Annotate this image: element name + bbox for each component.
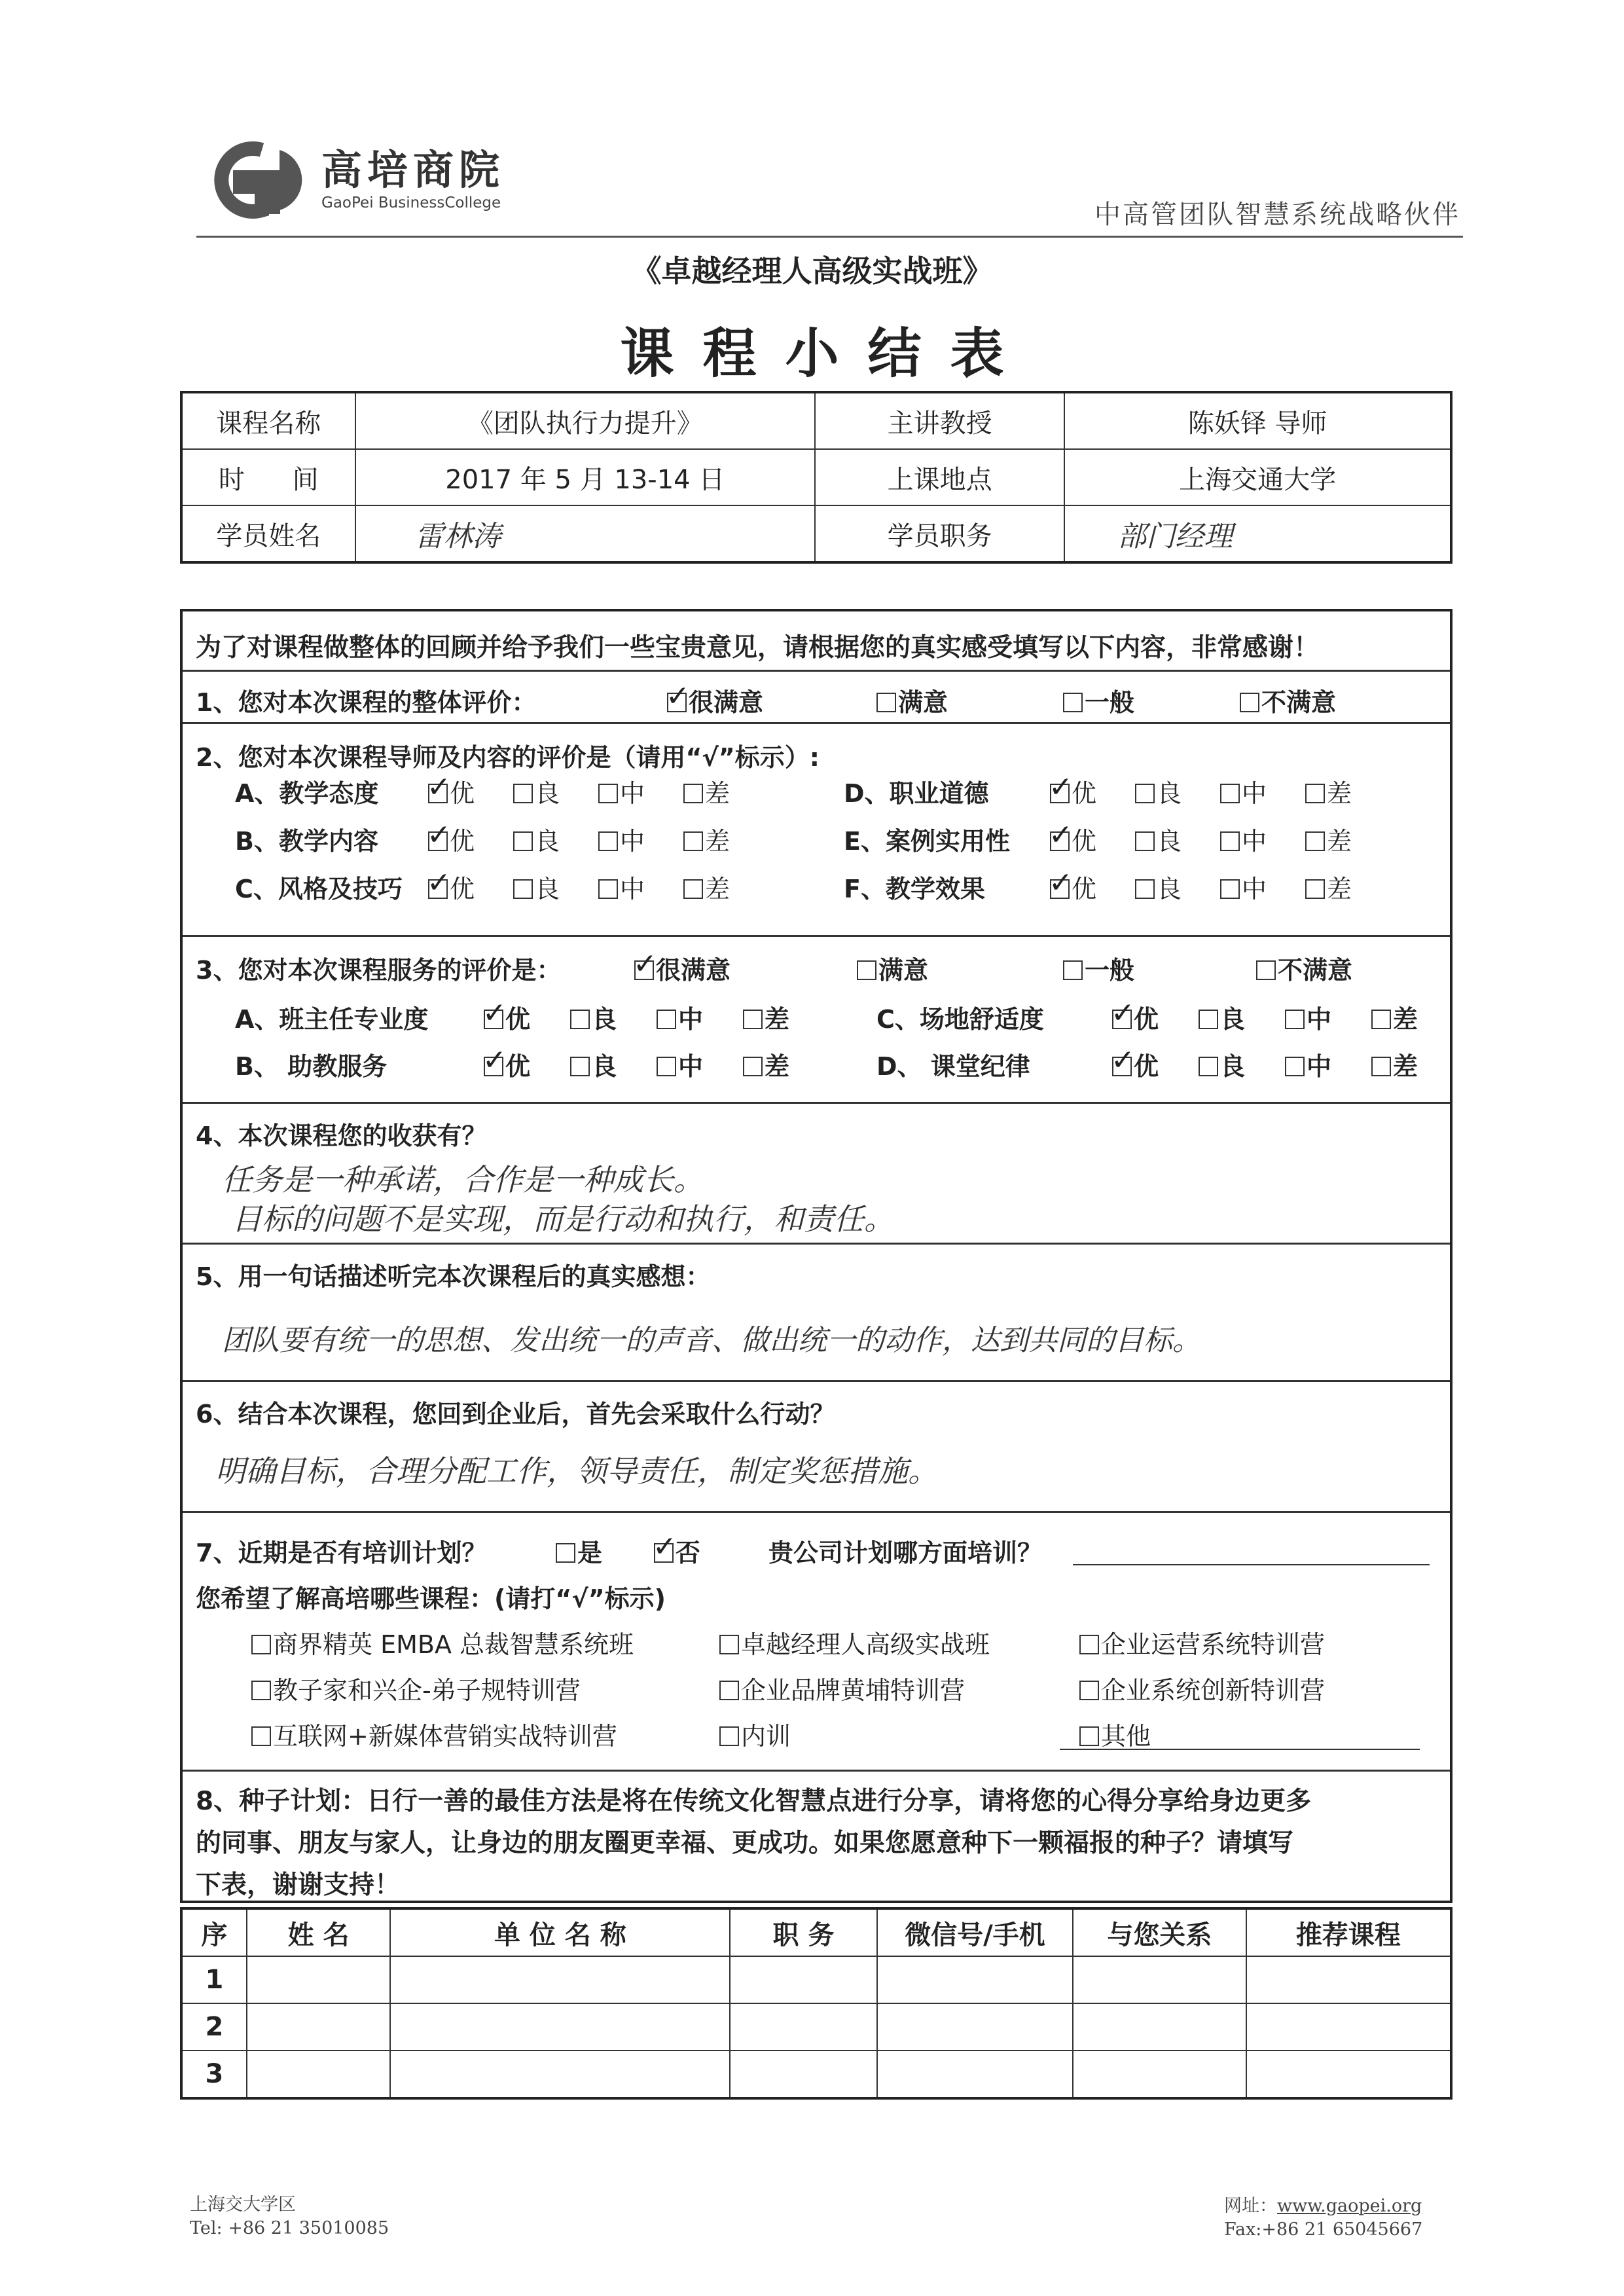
- grade-label: 优: [450, 779, 475, 808]
- q2-grade-option[interactable]: [1050, 821, 1096, 857]
- checkbox-icon: [513, 879, 533, 899]
- table-cell[interactable]: [247, 2050, 391, 2098]
- q3-item-label: B、 助教服务: [235, 1052, 388, 1081]
- course-name-label: 课程名称: [181, 392, 355, 449]
- checkbox-icon: [251, 1681, 271, 1700]
- phone: Tel: +86 21 35010085: [190, 2218, 389, 2239]
- q7-question: 7、近期是否有培训计划？: [196, 1539, 487, 1567]
- course-label: 内训: [741, 1722, 791, 1751]
- checkbox-icon: [876, 693, 896, 712]
- course-name-value: 《团队执行力提升》: [355, 392, 816, 449]
- q3-grade-option[interactable]: [570, 999, 617, 1035]
- course-label: 商界精英 EMBA 总裁智慧系统班: [273, 1630, 634, 1659]
- grade-label: 良: [592, 1052, 617, 1081]
- q2-grade-option[interactable]: [683, 773, 730, 809]
- grade-label: 优: [1072, 875, 1097, 903]
- q5-question: 5、用一句话描述听完本次课程后的真实感想：: [196, 1262, 711, 1291]
- q2-grade-option[interactable]: [1220, 773, 1267, 809]
- slogan: 中高管团队智慧系统战略伙伴: [1094, 200, 1460, 230]
- location-label: 上课地点: [815, 449, 1064, 505]
- q2-grade-option[interactable]: [428, 869, 475, 905]
- course-option[interactable]: [719, 1624, 990, 1660]
- checkbox-icon: [1079, 1681, 1099, 1700]
- q4-answer-line-1: 任务是一种承诺，合作是一种成长。: [222, 1162, 704, 1197]
- q4-answer-line-2: 目标的问题不是实现，而是行动和执行，和责任。: [232, 1201, 894, 1237]
- course-option[interactable]: [251, 1624, 634, 1660]
- q2-grade-option[interactable]: [683, 821, 730, 857]
- grade-label: 差: [705, 827, 731, 856]
- grade-label: 中: [620, 779, 645, 808]
- checkbox-checked-icon: [1050, 784, 1070, 803]
- q3-option-label: 满意: [878, 956, 929, 985]
- header-divider: [196, 236, 1463, 238]
- q8-line-2: 的同事、朋友与家人，让身边的朋友圈更幸福、更成功。如果您愿意种下一颗福报的种子？请填写: [196, 1829, 1294, 1858]
- logo: [200, 141, 505, 219]
- table-row: [181, 1956, 1451, 2003]
- course-title: 《卓越经理人高级实战班》: [631, 253, 993, 289]
- grade-label: 良: [1220, 1052, 1246, 1081]
- q2-item-label: A、教学态度: [235, 779, 379, 808]
- checkbox-icon: [1371, 1010, 1391, 1029]
- grade-label: 中: [1242, 779, 1267, 808]
- checkbox-checked-icon: [484, 1010, 503, 1029]
- q3-grade-option[interactable]: [1371, 999, 1418, 1035]
- q3-grade-option[interactable]: [743, 999, 789, 1035]
- q6-section: [183, 1382, 1450, 1513]
- grade-label: 良: [592, 1005, 617, 1034]
- q3-grade-option[interactable]: [1285, 1046, 1331, 1082]
- q3-grade-option[interactable]: [1371, 1046, 1418, 1082]
- checkbox-icon: [1240, 693, 1259, 712]
- grade-label: 中: [1307, 1052, 1332, 1081]
- checkbox-icon: [1199, 1057, 1218, 1076]
- checkbox-icon: [1305, 784, 1325, 803]
- checkbox-checked-icon: [634, 960, 654, 980]
- table-cell[interactable]: [1073, 1956, 1246, 2003]
- q3-item-label: C、场地舒适度: [876, 1005, 1044, 1034]
- checkbox-icon: [719, 1635, 739, 1654]
- grade-label: 差: [1327, 827, 1352, 856]
- footer-left: [190, 2193, 389, 2241]
- q2-section: [183, 724, 1450, 937]
- q2-grade-option[interactable]: [1220, 821, 1267, 857]
- q4-question: 4、本次课程您的收获有？: [196, 1121, 487, 1150]
- q3-grade-option[interactable]: [1199, 1046, 1245, 1082]
- col-header-company: 单 位 名 称: [390, 1908, 730, 1956]
- q3-option-dissatisfied[interactable]: [1256, 950, 1352, 986]
- row-number: 2: [181, 2003, 247, 2050]
- q2-item-label: E、案例实用性: [844, 827, 1010, 856]
- q3-grade-option[interactable]: [1112, 1046, 1159, 1082]
- q7-which-training-field[interactable]: [1073, 1564, 1430, 1565]
- grade-label: 优: [505, 1052, 531, 1081]
- table-row: [181, 2050, 1451, 2098]
- checkbox-icon: [1135, 831, 1155, 851]
- student-label: 学员姓名: [181, 505, 355, 562]
- checkbox-icon: [1063, 960, 1083, 980]
- teacher-label: 主讲教授: [815, 392, 1064, 449]
- q3-option-label: 很满意: [656, 956, 731, 985]
- col-header-relation: 与您关系: [1073, 1908, 1246, 1956]
- checkbox-icon: [857, 960, 876, 980]
- q1-option-very-satisfied[interactable]: [667, 682, 763, 718]
- q3-grade-option[interactable]: [484, 999, 530, 1035]
- table-cell[interactable]: [730, 2003, 877, 2050]
- checkbox-icon: [743, 1057, 763, 1076]
- checkbox-icon: [1063, 693, 1083, 712]
- col-header-seq: 序: [181, 1908, 247, 1956]
- checkbox-icon: [513, 784, 533, 803]
- q2-grade-option[interactable]: [1135, 773, 1182, 809]
- checkbox-icon: [719, 1681, 739, 1700]
- q6-question: 6、结合本次课程，您回到企业后，首先会采取什么行动？: [196, 1400, 835, 1429]
- course-label: 企业运营系统特训营: [1101, 1630, 1326, 1659]
- checkbox-icon: [1285, 1057, 1305, 1076]
- course-option[interactable]: [719, 1716, 791, 1752]
- grade-label: 中: [1307, 1005, 1332, 1034]
- info-row: [181, 505, 1451, 562]
- grade-label: 差: [705, 779, 731, 808]
- position-handwritten: 部门经理: [1117, 520, 1233, 553]
- checkbox-icon: [513, 831, 533, 851]
- q7-no-label: 否: [676, 1539, 701, 1567]
- checkbox-icon: [1220, 784, 1240, 803]
- grade-label: 良: [1157, 827, 1182, 856]
- grade-label: 良: [1220, 1005, 1246, 1034]
- q7-yes-label: 是: [577, 1539, 603, 1567]
- brand-name-cn: 高培商院: [321, 146, 505, 194]
- q1-option-dissatisfied[interactable]: [1240, 682, 1336, 718]
- info-row: [181, 392, 1451, 449]
- q3-grade-option[interactable]: [743, 1046, 789, 1082]
- q2-grade-option[interactable]: [1305, 773, 1352, 809]
- grade-label: 差: [765, 1005, 790, 1034]
- checkbox-icon: [683, 831, 703, 851]
- q8-section: [183, 1772, 1450, 1906]
- course-option[interactable]: [1079, 1716, 1151, 1752]
- checkbox-icon: [1135, 784, 1155, 803]
- checkbox-icon: [657, 1057, 676, 1076]
- survey-box: [180, 609, 1453, 1903]
- checkbox-icon: [1305, 831, 1325, 851]
- checkbox-icon: [1079, 1635, 1099, 1654]
- q3-grade-option[interactable]: [1112, 999, 1159, 1035]
- grade-label: 差: [1327, 875, 1352, 903]
- q3-option-label: 一般: [1085, 956, 1135, 985]
- checkbox-icon: [1305, 879, 1325, 899]
- checkbox-icon: [743, 1010, 763, 1029]
- table-cell[interactable]: [877, 2003, 1073, 2050]
- checkbox-icon: [683, 784, 703, 803]
- grade-label: 差: [1393, 1005, 1418, 1034]
- grade-label: 优: [1072, 779, 1097, 808]
- checkbox-icon: [1371, 1057, 1391, 1076]
- checkbox-icon: [657, 1010, 676, 1029]
- checkbox-icon: [1256, 960, 1276, 980]
- q2-grade-option[interactable]: [428, 773, 475, 809]
- checkbox-icon: [1079, 1726, 1099, 1746]
- q2-item-label: F、教学效果: [844, 875, 985, 903]
- grade-label: 良: [535, 779, 560, 808]
- website-line: [1224, 2195, 1422, 2218]
- table-cell[interactable]: [730, 1956, 877, 2003]
- table-cell[interactable]: [1073, 2003, 1246, 2050]
- q3-grade-option[interactable]: [1285, 999, 1331, 1035]
- campus-name: 上海交大学区: [190, 2195, 296, 2215]
- q8-line-3: 下表，谢谢支持！: [196, 1870, 401, 1900]
- course-label: 其他: [1101, 1722, 1151, 1751]
- col-header-name: 姓 名: [247, 1908, 391, 1956]
- q2-item-label: B、教学内容: [235, 827, 378, 856]
- grade-label: 中: [678, 1052, 704, 1081]
- q2-grade-option[interactable]: [1135, 869, 1182, 905]
- seed-plan-table: [180, 1907, 1453, 2100]
- q2-grade-option[interactable]: [1135, 821, 1182, 857]
- checkbox-icon: [598, 784, 618, 803]
- fax: Fax:+86 21 65045667: [1224, 2219, 1423, 2240]
- q3-grade-option[interactable]: [1199, 999, 1245, 1035]
- grade-label: 良: [535, 827, 560, 856]
- grade-label: 中: [620, 827, 645, 856]
- grade-label: 中: [1242, 827, 1267, 856]
- form-title: 课程小结表: [620, 323, 1033, 385]
- q2-grade-option[interactable]: [598, 821, 645, 857]
- table-cell[interactable]: [1246, 2050, 1451, 2098]
- q2-grade-option[interactable]: [1050, 773, 1096, 809]
- intro-text: 为了对课程做整体的回顾并给予我们一些宝贵意见，请根据您的真实感受填写以下内容，非常感谢！: [196, 633, 1320, 663]
- course-option[interactable]: [1079, 1670, 1325, 1706]
- col-header-title: 职 务: [730, 1908, 877, 1956]
- q2-grade-option[interactable]: [513, 773, 560, 809]
- course-label: 卓越经理人高级实战班: [741, 1630, 990, 1659]
- q7-courses-question: 您希望了解高培哪些课程：(请打“√”标示): [196, 1584, 666, 1613]
- table-cell[interactable]: [877, 2050, 1073, 2098]
- course-option[interactable]: [251, 1716, 617, 1752]
- row-number: 1: [181, 1956, 247, 2003]
- seed-header-row: [181, 1908, 1451, 1956]
- grade-label: 良: [1157, 779, 1182, 808]
- checkbox-icon: [598, 831, 618, 851]
- grade-label: 优: [450, 827, 475, 856]
- q3-option-very-satisfied[interactable]: [634, 950, 731, 986]
- table-cell[interactable]: [390, 2003, 730, 2050]
- q7-option-yes[interactable]: [556, 1533, 602, 1569]
- checkbox-checked-icon: [1050, 831, 1070, 851]
- q2-grade-option[interactable]: [1305, 821, 1352, 857]
- time-value: 2017 年 5 月 13-14 日: [355, 449, 816, 505]
- course-option[interactable]: [1079, 1624, 1325, 1660]
- location-value: 上海交通大学: [1064, 449, 1451, 505]
- q1-option-satisfied[interactable]: [876, 682, 948, 718]
- checkbox-icon: [251, 1726, 271, 1746]
- grade-label: 差: [1393, 1052, 1418, 1081]
- q2-grade-option[interactable]: [598, 869, 645, 905]
- q3-option-label: 不满意: [1278, 956, 1353, 985]
- q3-option-satisfied[interactable]: [857, 950, 928, 986]
- q4-section: [183, 1104, 1450, 1245]
- checkbox-checked-icon: [428, 831, 448, 851]
- course-option[interactable]: [251, 1670, 581, 1706]
- table-cell[interactable]: [877, 1956, 1073, 2003]
- checkbox-icon: [1220, 879, 1240, 899]
- row-number: 3: [181, 2050, 247, 2098]
- q2-item-label: D、职业道德: [844, 779, 989, 808]
- table-cell[interactable]: [1246, 1956, 1451, 2003]
- q2-grade-option[interactable]: [428, 821, 475, 857]
- grade-label: 差: [1327, 779, 1352, 808]
- q3-grade-option[interactable]: [484, 1046, 530, 1082]
- student-value[interactable]: [355, 505, 816, 562]
- grade-label: 差: [765, 1052, 790, 1081]
- q3-item-label: D、 课堂纪律: [876, 1052, 1030, 1081]
- course-label: 教子家和兴企-弟子规特训营: [273, 1676, 581, 1705]
- table-cell[interactable]: [1073, 2050, 1246, 2098]
- q2-question: 2、您对本次课程导师及内容的评价是（请用“√”标示）:: [196, 743, 820, 772]
- q2-grade-option[interactable]: [598, 773, 645, 809]
- grade-label: 中: [1242, 875, 1267, 903]
- q7-option-no[interactable]: [654, 1533, 700, 1569]
- checkbox-icon: [683, 879, 703, 899]
- checkbox-checked-icon: [667, 693, 687, 712]
- q1-section: [183, 672, 1450, 724]
- checkbox-icon: [598, 879, 618, 899]
- q3-grade-option[interactable]: [657, 999, 703, 1035]
- q2-grade-option[interactable]: [513, 869, 560, 905]
- checkbox-checked-icon: [484, 1057, 503, 1076]
- q1-option-label: 很满意: [689, 688, 764, 717]
- q3-item-label: A、班主任专业度: [235, 1005, 429, 1034]
- checkbox-icon: [570, 1057, 590, 1076]
- checkbox-icon: [251, 1635, 271, 1654]
- q2-grade-option[interactable]: [513, 821, 560, 857]
- q3-grade-option[interactable]: [570, 1046, 617, 1082]
- grade-label: 优: [1072, 827, 1097, 856]
- gaopei-logo-icon: [200, 141, 311, 219]
- info-table: [180, 391, 1453, 564]
- checkbox-checked-icon: [1112, 1010, 1132, 1029]
- q5-answer: 团队要有统一的思想、发出统一的声音、做出统一的动作，达到共同的目标。: [222, 1324, 1201, 1357]
- q2-grade-option[interactable]: [1220, 869, 1267, 905]
- checkbox-icon: [570, 1010, 590, 1029]
- website-link[interactable]: www.gaopei.org: [1277, 2196, 1422, 2216]
- checkbox-checked-icon: [654, 1543, 674, 1563]
- grade-label: 中: [620, 875, 645, 903]
- intro-section: [183, 611, 1450, 672]
- checkbox-icon: [556, 1543, 575, 1563]
- grade-label: 良: [535, 875, 560, 903]
- q6-answer: 明确目标，合理分配工作，领导责任，制定奖惩措施。: [215, 1453, 938, 1489]
- checkbox-checked-icon: [1050, 879, 1070, 899]
- course-label: 企业品牌黄埔特训营: [741, 1676, 965, 1705]
- checkbox-icon: [719, 1726, 739, 1746]
- q8-line-1: 8、种子计划：日行一善的最佳方法是将在传统文化智慧点进行分享，请将您的心得分享给身边更多: [196, 1787, 1312, 1816]
- footer-right: [1224, 2195, 1422, 2242]
- grade-label: 良: [1157, 875, 1182, 903]
- checkbox-icon: [1285, 1010, 1305, 1029]
- q1-option-label: 一般: [1085, 688, 1135, 717]
- grade-label: 优: [505, 1005, 531, 1034]
- q3-option-average[interactable]: [1063, 950, 1134, 986]
- checkbox-checked-icon: [428, 879, 448, 899]
- student-name-handwritten: 雷林涛: [414, 520, 501, 553]
- q2-grade-option[interactable]: [1305, 869, 1352, 905]
- grade-label: 优: [1134, 1052, 1159, 1081]
- grade-label: 中: [678, 1005, 704, 1034]
- position-value[interactable]: [1064, 505, 1451, 562]
- table-cell[interactable]: [247, 2003, 391, 2050]
- checkbox-checked-icon: [1112, 1057, 1132, 1076]
- q7-section: [183, 1513, 1450, 1772]
- q3-question: 3、您对本次课程服务的评价是：: [196, 956, 562, 985]
- website-label: 网址：: [1224, 2196, 1277, 2216]
- q1-option-label: 不满意: [1261, 688, 1337, 717]
- course-label: 企业系统创新特训营: [1101, 1676, 1326, 1705]
- table-cell[interactable]: [390, 1956, 730, 2003]
- q2-item-label: C、风格及技巧: [235, 875, 403, 903]
- other-course-field[interactable]: [1060, 1749, 1420, 1750]
- table-cell[interactable]: [247, 1956, 391, 2003]
- time-label: 时 间: [181, 449, 355, 505]
- checkbox-icon: [1199, 1010, 1218, 1029]
- grade-label: 优: [450, 875, 475, 903]
- table-row: [181, 2003, 1451, 2050]
- q2-grade-option[interactable]: [683, 869, 730, 905]
- col-header-course: 推荐课程: [1246, 1908, 1451, 1956]
- teacher-value: 陈妖铎 导师: [1064, 392, 1451, 449]
- table-cell[interactable]: [1246, 2003, 1451, 2050]
- q1-option-average[interactable]: [1063, 682, 1134, 718]
- q5-section: [183, 1245, 1450, 1382]
- table-cell[interactable]: [730, 2050, 877, 2098]
- q1-option-label: 满意: [898, 688, 948, 717]
- checkbox-icon: [1135, 879, 1155, 899]
- checkbox-icon: [1220, 831, 1240, 851]
- course-label: 互联网+新媒体营销实战特训营: [273, 1722, 617, 1751]
- brand-name-en: GaoPei BusinessCollege: [321, 194, 501, 211]
- checkbox-checked-icon: [428, 784, 448, 803]
- course-option[interactable]: [719, 1670, 965, 1706]
- grade-label: 差: [705, 875, 731, 903]
- position-label: 学员职务: [815, 505, 1064, 562]
- q7-which-training: 贵公司计划哪方面培训？: [768, 1539, 1043, 1567]
- grade-label: 优: [1134, 1005, 1159, 1034]
- col-header-contact: 微信号/手机: [877, 1908, 1073, 1956]
- q1-question: 1、您对本次课程的整体评价：: [196, 688, 537, 717]
- q2-grade-option[interactable]: [1050, 869, 1096, 905]
- q3-grade-option[interactable]: [657, 1046, 703, 1082]
- table-cell[interactable]: [390, 2050, 730, 2098]
- info-row: [181, 449, 1451, 505]
- q3-section: [183, 937, 1450, 1104]
